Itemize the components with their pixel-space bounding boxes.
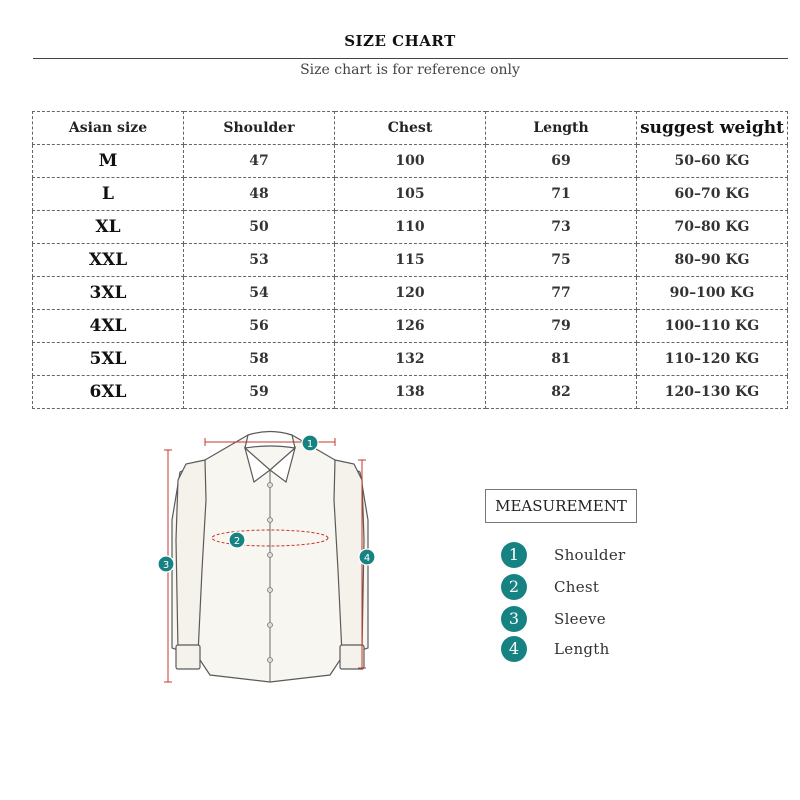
header-suggest-weight: suggest weight <box>637 112 788 145</box>
size-cell: XXL <box>33 244 184 277</box>
table-row <box>33 145 788 178</box>
value-cell: 75 <box>486 244 637 277</box>
value-cell: 60–70 KG <box>637 178 788 211</box>
value-cell: 115 <box>335 244 486 277</box>
value-cell: 82 <box>486 376 637 409</box>
title-divider <box>33 58 788 59</box>
size-cell: 3XL <box>33 277 184 310</box>
size-cell: L <box>33 178 184 211</box>
size-cell: 4XL <box>33 310 184 343</box>
value-cell: 73 <box>486 211 637 244</box>
header-asian-size: Asian size <box>33 112 184 145</box>
legend-item-chest <box>500 574 700 600</box>
value-cell: 50–60 KG <box>637 145 788 178</box>
value-cell: 90–100 KG <box>637 277 788 310</box>
number-badge-icon: 3 <box>501 606 527 632</box>
number-badge-icon: 2 <box>501 574 527 600</box>
value-cell: 132 <box>335 343 486 376</box>
value-cell: 56 <box>184 310 335 343</box>
diagram-marker-3-label: 3 <box>162 560 170 571</box>
value-cell: 126 <box>335 310 486 343</box>
value-cell: 54 <box>184 277 335 310</box>
legend-label: Length <box>554 640 610 658</box>
table-row <box>33 178 788 211</box>
value-cell: 69 <box>486 145 637 178</box>
table-row <box>33 277 788 310</box>
size-cell: 6XL <box>33 376 184 409</box>
legend-label: Chest <box>554 578 600 596</box>
table-row <box>33 211 788 244</box>
value-cell: 138 <box>335 376 486 409</box>
header-length: Length <box>486 112 637 145</box>
page-subtitle: Size chart is for reference only <box>300 62 520 78</box>
size-cell: M <box>33 145 184 178</box>
diagram-marker-4 <box>359 549 375 565</box>
table-row <box>33 376 788 409</box>
shirt-diagram <box>150 420 390 695</box>
size-table <box>32 111 788 409</box>
size-cell: 5XL <box>33 343 184 376</box>
value-cell: 48 <box>184 178 335 211</box>
diagram-marker-1-label: 1 <box>306 439 314 450</box>
table-row <box>33 343 788 376</box>
value-cell: 79 <box>486 310 637 343</box>
value-cell: 110 <box>335 211 486 244</box>
value-cell: 100–110 KG <box>637 310 788 343</box>
value-cell: 77 <box>486 277 637 310</box>
diagram-marker-1 <box>302 435 318 451</box>
value-cell: 71 <box>486 178 637 211</box>
value-cell: 100 <box>335 145 486 178</box>
header-chest: Chest <box>335 112 486 145</box>
table-row <box>33 310 788 343</box>
number-badge-icon: 4 <box>501 636 527 662</box>
page-title: SIZE CHART <box>344 32 456 50</box>
value-cell: 58 <box>184 343 335 376</box>
value-cell: 50 <box>184 211 335 244</box>
diagram-marker-2-label: 2 <box>233 536 241 547</box>
value-cell: 59 <box>184 376 335 409</box>
value-cell: 120–130 KG <box>637 376 788 409</box>
header-shoulder: Shoulder <box>184 112 335 145</box>
legend-item-shoulder <box>500 542 700 568</box>
measurement-heading: MEASUREMENT <box>485 489 637 523</box>
value-cell: 120 <box>335 277 486 310</box>
value-cell: 70–80 KG <box>637 211 788 244</box>
value-cell: 105 <box>335 178 486 211</box>
legend-item-sleeve <box>500 606 700 632</box>
number-badge-icon: 1 <box>501 542 527 568</box>
table-row <box>33 244 788 277</box>
diagram-marker-2 <box>229 532 245 548</box>
diagram-marker-4-label: 4 <box>363 553 371 564</box>
legend-label: Shoulder <box>554 546 626 564</box>
diagram-marker-3 <box>158 556 174 572</box>
legend-item-length <box>500 636 700 662</box>
value-cell: 110–120 KG <box>637 343 788 376</box>
size-cell: XL <box>33 211 184 244</box>
value-cell: 53 <box>184 244 335 277</box>
legend-label: Sleeve <box>554 610 606 628</box>
value-cell: 47 <box>184 145 335 178</box>
table-header-row <box>33 112 788 145</box>
value-cell: 81 <box>486 343 637 376</box>
value-cell: 80–90 KG <box>637 244 788 277</box>
